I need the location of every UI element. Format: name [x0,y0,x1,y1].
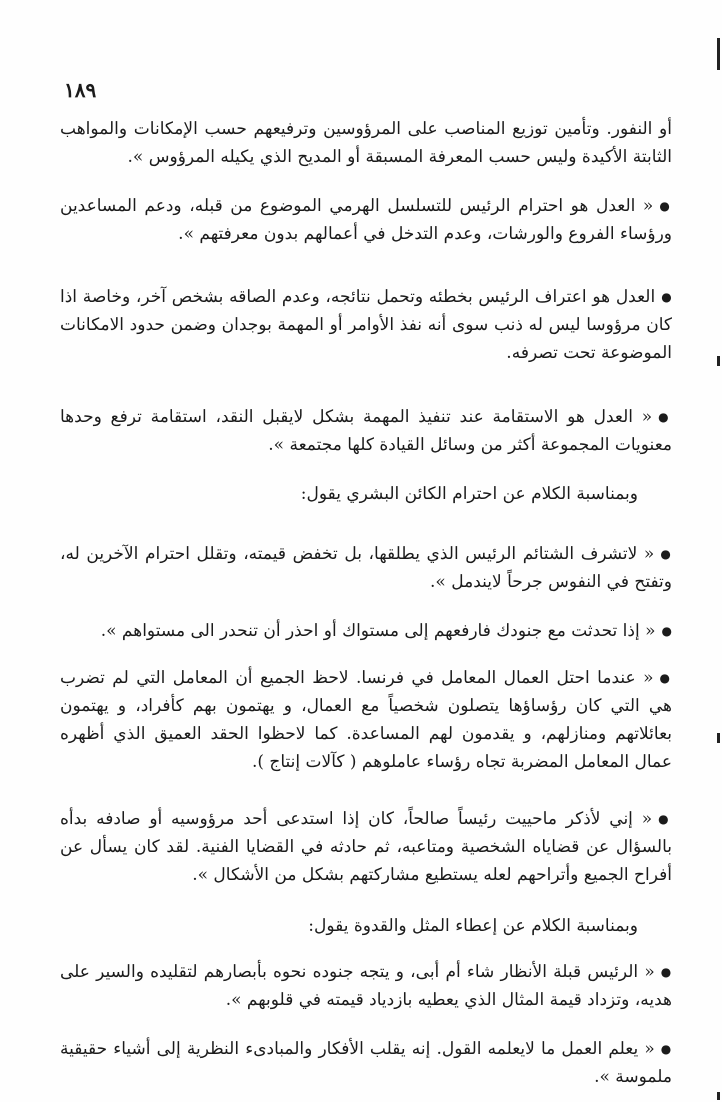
paragraph-7 [60,617,672,645]
paragraph-text: وبمناسبة الكلام عن إعطاء المثل والقدوة يقول: [308,916,638,936]
paragraph-9 [60,805,672,889]
paragraph-text: « يعلم العمل ما لايعلمه القول. إنه يقلب الأفكار والمبادىء النظرية إلى أشياء حقيقية ملموسة ». [60,1039,672,1087]
paragraph-6 [60,540,672,596]
bullet-icon: ● [661,624,672,638]
page-number: ١٨٩ [64,78,97,102]
paragraph-4 [60,403,672,459]
scan-margin-mark [717,733,720,743]
bullet-icon: ● [658,812,672,826]
paragraph-2 [60,192,672,248]
scan-margin-mark [717,356,720,366]
bullet-icon: ● [660,547,672,561]
paragraph-12 [60,1035,672,1091]
paragraph-5 [60,480,672,508]
bullet-icon: ● [659,199,672,213]
bullet-icon: ● [661,290,672,304]
paragraph-text: « لاتشرف الشتائم الرئيس الذي يطلقها، بل تخفض قيمته، وتقلل احترام الآخرين له، وتفتح في النفوس جرحاً لايندمل ». [60,544,672,592]
paragraph-text: « إني لأذكر ماحييت رئيساً صالحاً، كان إذا استدعى أحد مرؤوسيه أو صادفه بدأه بالسؤال عن قضاياه الشخصية ومتاعبه، ثم حادثه في القضايا الفنية. لقد كان يسأل عن أفراح الجميع وأتراحهم لعله يستطيع مشاركتهم بشكل من الأشكال ». [60,809,672,885]
paragraph-10 [60,912,672,940]
paragraph-1 [60,115,672,171]
bullet-icon: ● [659,671,672,685]
bullet-icon: ● [660,965,672,979]
paragraph-8 [60,664,672,776]
scan-margin-mark [717,1092,720,1100]
paragraph-text: « الرئيس قبلة الأنظار شاء أم أبى، و يتجه جنوده نحوه بأبصارهم لتقليده والسير على هديه، وتزداد قيمة المثال الذي يعطيه بازدياد قيمته في قلوبهم ». [60,962,672,1010]
paragraph-text: « إذا تحدثت مع جنودك فارفعهم إلى مستواك أو احذر أن تنحدر الى مستواهم ». [100,621,656,641]
paragraph-text: « العدل هو الاستقامة عند تنفيذ المهمة بشكل لايقبل النقد، استقامة ترفع وحدها معنويات المجموعة أكثر من وسائل القيادة كلها مجتمعة ». [60,407,672,455]
paragraph-text: وبمناسبة الكلام عن احترام الكائن البشري يقول: [300,484,638,504]
paragraph-text: أو النفور. وتأمين توزيع المناصب على المرؤوسين وترفيعهم حسب الإمكانات والمواهب الثابتة الأكيدة وليس حسب المعرفة المسبقة أو المديح الذي يكيله المرؤوس ». [60,119,672,167]
paragraph-text: العدل هو اعتراف الرئيس بخطئه وتحمل نتائجه، وعدم الصاقه بشخص آخر، وخاصة اذا كان مرؤوسا ليس له ذنب سوى أنه نفذ الأوامر أو المهمة بوجدان وضمن حدود الامكانات الموضوعة تحت تصرفه. [60,287,672,363]
paragraph-text: « العدل هو احترام الرئيس للتسلسل الهرمي الموضوع من قبله، ودعم المساعدين ورؤساء الفروع والورشات، وعدم التدخل في أعمالهم بدون معرفتهم ». [60,196,672,244]
scan-margin-mark [717,38,720,70]
bullet-icon: ● [660,1042,672,1056]
paragraph-3 [60,283,672,367]
bullet-icon: ● [658,410,672,424]
paragraph-11 [60,958,672,1014]
paragraph-text: « عندما احتل العمال المعامل في فرنسا. لاحظ الجميع أن المعامل التي لم تضرب هي التي كان رؤساؤها يتصلون شخصياً مع العمال، و يهتمون بهم كأفراد، و يهتمون بعائلاتهم ومنازلهم، و يقدمون لهم المساعدة. كما لاحظوا الحقد العميق الذي أظهره عمال المعامل المضربة تجاه رؤساء عاملوهم ( كآلات إنتاج ). [60,668,672,772]
